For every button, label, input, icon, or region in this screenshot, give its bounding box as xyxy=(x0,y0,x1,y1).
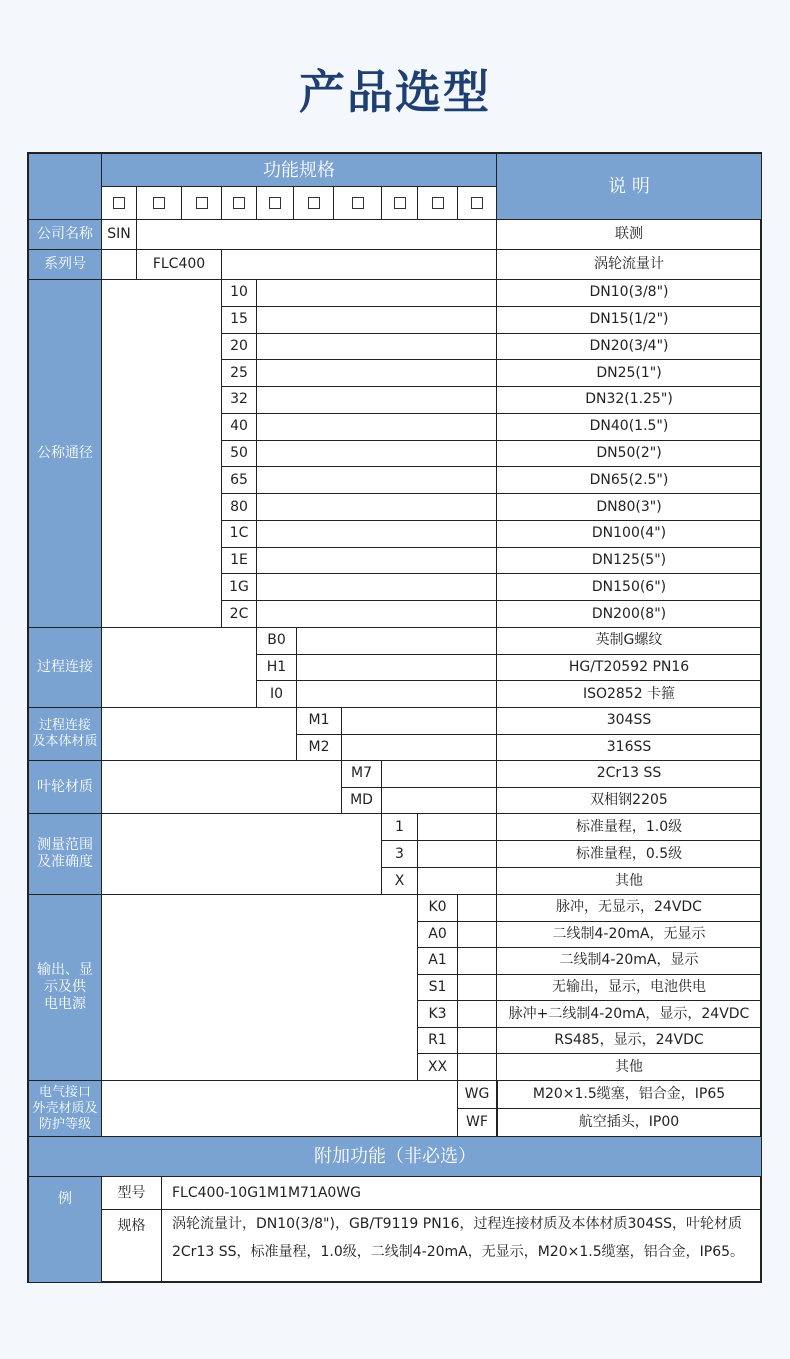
select-checkbox-cell[interactable] xyxy=(257,187,294,220)
output-blank xyxy=(458,1001,497,1028)
output-label-line3: 电电源 xyxy=(44,996,86,1012)
impeller-label: 叶轮材质 xyxy=(29,761,102,814)
company-code: SIN xyxy=(102,220,137,250)
diameter-desc: DN15(1/2") xyxy=(497,307,762,334)
select-checkbox-cell[interactable] xyxy=(222,187,257,220)
output-desc: 二线制4-20mA，无显示 xyxy=(497,922,762,949)
range-code: 1 xyxy=(382,814,418,841)
select-checkbox-cell[interactable] xyxy=(418,187,458,220)
range-code: 3 xyxy=(382,841,418,868)
desc-header: 说 明 xyxy=(497,154,762,220)
range-blank xyxy=(102,814,382,895)
diameter-blank xyxy=(257,280,497,307)
checkbox-icon[interactable] xyxy=(113,197,125,209)
checkbox-icon[interactable] xyxy=(352,197,364,209)
output-blank xyxy=(458,975,497,1002)
page-title: 产品选型 xyxy=(299,65,491,119)
select-checkbox-cell[interactable] xyxy=(294,187,334,220)
diameter-code: 20 xyxy=(222,334,257,361)
output-blank xyxy=(458,1054,497,1081)
process_conn-code: B0 xyxy=(257,628,297,655)
diameter-code: 25 xyxy=(222,360,257,387)
diameter-blank xyxy=(257,441,497,468)
checkbox-icon[interactable] xyxy=(196,197,208,209)
output-label xyxy=(29,895,102,1081)
body_material-blank xyxy=(342,708,497,735)
diameter-blank xyxy=(257,574,497,601)
diameter-desc: DN80(3") xyxy=(497,494,762,521)
checkbox-icon[interactable] xyxy=(471,197,483,209)
electrical-code: WG xyxy=(458,1081,497,1109)
electrical-label-line2: 外壳材质及 xyxy=(32,1100,98,1116)
output-desc: 脉冲，无显示，24VDC xyxy=(497,895,762,922)
diameter-desc: DN20(3/4") xyxy=(497,334,762,361)
electrical-label-line1: 电气接口 xyxy=(38,1084,91,1100)
output-desc: 脉冲+二线制4-20mA，显示，24VDC xyxy=(497,1001,762,1028)
body-material-label-line2: 及本体材质 xyxy=(32,734,98,749)
select-checkbox-cell[interactable] xyxy=(102,187,137,220)
impeller-blank xyxy=(382,788,497,815)
output-desc: 无输出，显示，电池供电 xyxy=(497,975,762,1002)
addon-header: 附加功能（非必选） xyxy=(29,1137,762,1177)
checkbox-icon[interactable] xyxy=(432,197,444,209)
diameter-desc: DN10(3/8") xyxy=(497,280,762,307)
diameter-desc: DN150(6") xyxy=(497,574,762,601)
output-code: K3 xyxy=(418,1001,458,1028)
diameter-code: 40 xyxy=(222,414,257,441)
output-desc: 其他 xyxy=(497,1054,762,1081)
diameter-blank xyxy=(257,467,497,494)
diameter-blank xyxy=(257,414,497,441)
selection-table xyxy=(27,152,762,1283)
diameter-code: 50 xyxy=(222,441,257,468)
range-label-line2: 及准确度 xyxy=(37,854,93,870)
impeller-code: M7 xyxy=(342,761,382,788)
process_conn-code: H1 xyxy=(257,655,297,682)
diameter-desc: DN65(2.5") xyxy=(497,467,762,494)
process_conn-blank xyxy=(297,655,497,682)
diameter-desc: DN200(8") xyxy=(497,601,762,628)
diameter-code: 2C xyxy=(222,601,257,628)
select-checkbox-cell[interactable] xyxy=(182,187,222,220)
corner-cell xyxy=(29,154,102,220)
electrical-label-line3: 防护等级 xyxy=(38,1116,91,1132)
output-blank xyxy=(102,895,418,1081)
diameter-desc: DN50(2") xyxy=(497,441,762,468)
output-label-line2: 示及供 xyxy=(44,979,86,995)
body_material-blank xyxy=(342,735,497,762)
output-code: XX xyxy=(418,1054,458,1081)
diameter-blank xyxy=(257,521,497,548)
process-conn-blank xyxy=(102,628,257,708)
output-blank xyxy=(458,922,497,949)
diameter-code: 65 xyxy=(222,467,257,494)
diameter-blank xyxy=(257,601,497,628)
spec-value xyxy=(162,1210,762,1283)
series-label: 系列号 xyxy=(29,250,102,280)
diameter-desc: DN100(4") xyxy=(497,521,762,548)
process_conn-blank xyxy=(297,628,497,655)
company-desc: 联测 xyxy=(497,220,762,250)
process_conn-desc: HG/T20592 PN16 xyxy=(497,655,762,682)
diameter-desc: DN25(1") xyxy=(497,360,762,387)
series-code: FLC400 xyxy=(137,250,222,280)
impeller-blank xyxy=(102,761,342,814)
output-code: R1 xyxy=(418,1028,458,1055)
checkbox-icon[interactable] xyxy=(394,197,406,209)
process_conn-blank xyxy=(297,681,497,708)
body-material-blank xyxy=(102,708,297,761)
select-checkbox-cell[interactable] xyxy=(458,187,497,220)
body_material-code: M1 xyxy=(297,708,342,735)
diameter-blank xyxy=(257,360,497,387)
diameter-code: 1G xyxy=(222,574,257,601)
process_conn-desc: ISO2852 卡箍 xyxy=(497,681,762,708)
range-desc: 标准量程，0.5级 xyxy=(497,841,762,868)
output-desc: 二线制4-20mA，显示 xyxy=(497,948,762,975)
electrical-code: WF xyxy=(458,1109,497,1137)
spec-label: 规格 xyxy=(102,1210,162,1283)
impeller-desc: 2Cr13 SS xyxy=(497,761,762,788)
diameter-code: 32 xyxy=(222,387,257,414)
process_conn-code: I0 xyxy=(257,681,297,708)
diameter-blank xyxy=(257,387,497,414)
diameter-blank xyxy=(257,548,497,575)
impeller-code: MD xyxy=(342,788,382,815)
model-label: 型号 xyxy=(102,1177,162,1210)
electrical-desc: M20×1.5缆塞，铝合金，IP65 xyxy=(497,1081,762,1109)
diameter-code: 80 xyxy=(222,494,257,521)
diameter-code: 1E xyxy=(222,548,257,575)
checkbox-icon[interactable] xyxy=(233,197,245,209)
body_material-desc: 304SS xyxy=(497,708,762,735)
series-blank-left xyxy=(102,250,137,280)
example-label: 例 xyxy=(29,1177,102,1283)
diameter-blank xyxy=(257,307,497,334)
range-desc: 其他 xyxy=(497,868,762,895)
series-blank-right xyxy=(222,250,497,280)
output-code: S1 xyxy=(418,975,458,1002)
body-material-label-line1: 过程连接 xyxy=(38,718,91,733)
range-blank xyxy=(418,868,497,895)
diameter-label: 公称通径 xyxy=(29,280,102,628)
range-label-line1: 测量范围 xyxy=(37,837,93,853)
diameter-blank xyxy=(257,494,497,521)
output-code: A1 xyxy=(418,948,458,975)
spec-line-2: 2Cr13 SS，标准量程，1.0级，二线制4-20mA，无显示，M20×1.5缆塞，铝合金，IP65。 xyxy=(172,1244,745,1260)
diameter-desc: DN32(1.25") xyxy=(497,387,762,414)
checkbox-icon[interactable] xyxy=(308,197,320,209)
output-blank xyxy=(458,895,497,922)
electrical-desc: 航空插头，IP00 xyxy=(497,1109,762,1137)
select-checkbox-cell[interactable] xyxy=(137,187,182,220)
model-value: FLC400-10G1M1M71A0WG xyxy=(162,1177,762,1210)
select-checkbox-cell[interactable] xyxy=(334,187,382,220)
body-material-label xyxy=(29,708,102,761)
checkbox-icon[interactable] xyxy=(153,197,165,209)
company-label: 公司名称 xyxy=(29,220,102,250)
diameter-code: 10 xyxy=(222,280,257,307)
diameter-code: 15 xyxy=(222,307,257,334)
output-blank xyxy=(458,1028,497,1055)
electrical-label xyxy=(29,1081,102,1137)
process-conn-label: 过程连接 xyxy=(29,628,102,708)
func-spec-header: 功能规格 xyxy=(102,154,497,187)
diameter-desc: DN125(5") xyxy=(497,548,762,575)
company-blank xyxy=(137,220,497,250)
select-checkbox-cell[interactable] xyxy=(382,187,418,220)
diameter-blank xyxy=(257,334,497,361)
series-desc: 涡轮流量计 xyxy=(497,250,762,280)
electrical-blank xyxy=(102,1081,458,1137)
range-blank xyxy=(418,814,497,841)
body_material-desc: 316SS xyxy=(497,735,762,762)
checkbox-icon[interactable] xyxy=(269,197,281,209)
range-blank xyxy=(418,841,497,868)
body_material-code: M2 xyxy=(297,735,342,762)
impeller-desc: 双相钢2205 xyxy=(497,788,762,815)
diameter-desc: DN40(1.5") xyxy=(497,414,762,441)
output-blank xyxy=(458,948,497,975)
diameter-code: 1C xyxy=(222,521,257,548)
range-code: X xyxy=(382,868,418,895)
diameter-blank xyxy=(102,280,222,628)
output-desc: RS485，显示，24VDC xyxy=(497,1028,762,1055)
range-label xyxy=(29,814,102,895)
range-desc: 标准量程，1.0级 xyxy=(497,814,762,841)
impeller-blank xyxy=(382,761,497,788)
output-label-line1: 输出、显 xyxy=(37,962,93,978)
output-code: K0 xyxy=(418,895,458,922)
process_conn-desc: 英制G螺纹 xyxy=(497,628,762,655)
output-code: A0 xyxy=(418,922,458,949)
spec-line-1: 涡轮流量计，DN10(3/8")，GB/T9119 PN16，过程连接材质及本体材质304SS，叶轮材质 xyxy=(172,1216,742,1232)
